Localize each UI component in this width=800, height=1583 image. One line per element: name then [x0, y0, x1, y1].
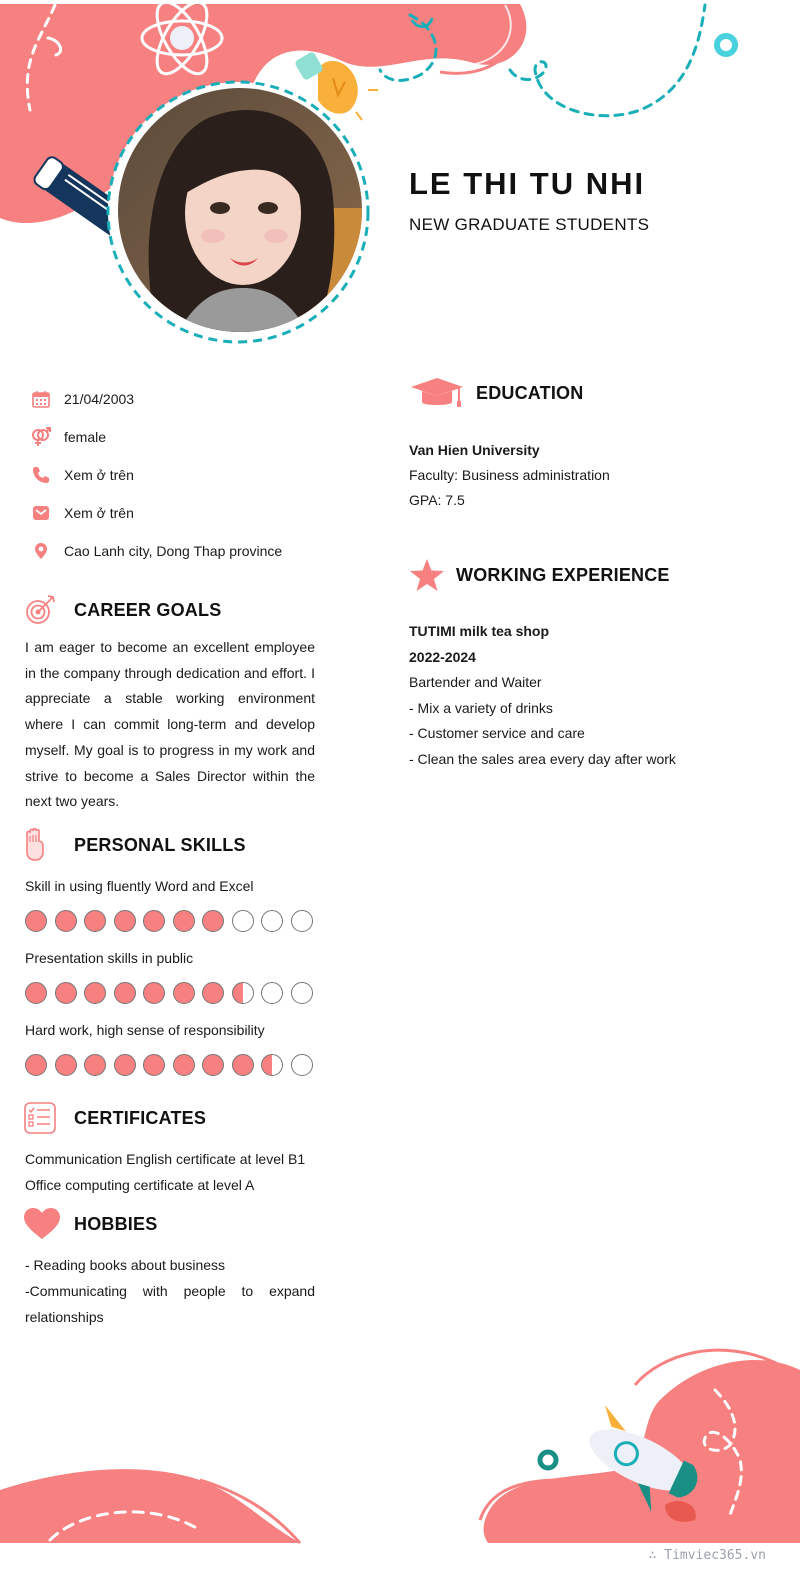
rating-dot-filled [55, 910, 77, 932]
birthday-text: 21/04/2003 [64, 391, 135, 407]
star-icon [409, 555, 445, 595]
skill-item [25, 1018, 325, 1076]
experience-heading [409, 555, 670, 595]
phone-text: Xem ở trên [64, 467, 134, 483]
rating-dot-filled [84, 982, 106, 1004]
skill-label: Skill in using fluently Word and Excel [25, 878, 254, 894]
rating-dot-filled [84, 910, 106, 932]
contact-email [28, 494, 358, 532]
rating-dot-filled [143, 910, 165, 932]
rating-dot-filled [114, 910, 136, 932]
hobbies-list [25, 1252, 315, 1330]
rating-dot-filled [202, 1054, 224, 1076]
rating-dot-filled [202, 910, 224, 932]
phone-icon [30, 464, 52, 486]
raised-fist-icon [16, 825, 56, 865]
skill-rating [25, 982, 325, 1004]
rating-dot-filled [55, 982, 77, 1004]
rating-dot-half [261, 1054, 283, 1076]
target-icon [20, 590, 60, 630]
rating-dot-empty [261, 982, 283, 1004]
rating-dot-filled [55, 1054, 77, 1076]
contact-list [28, 380, 358, 570]
hobbies-title: HOBBIES [74, 1213, 158, 1234]
rating-dot-empty [291, 910, 313, 932]
faculty: Faculty: Business administration [409, 467, 610, 483]
skills-heading [16, 825, 246, 865]
rating-dot-empty [232, 910, 254, 932]
education-title: EDUCATION [476, 382, 584, 403]
rating-dot-empty [291, 982, 313, 1004]
career-goals-text: I am eager to become an excellent employee in the company through dedication and effort. I appreciate a stable working environment where I can commit long-term and develop myself. My goal is to progress in my work and strive to become a Sales Director within the next two years. [25, 639, 315, 810]
work-period: 2022-2024 [409, 648, 476, 665]
contact-birthday [28, 380, 358, 418]
skill-rating [25, 910, 325, 932]
rating-dot-half [232, 982, 254, 1004]
rating-dot-filled [202, 982, 224, 1004]
rating-dot-filled [114, 982, 136, 1004]
gpa: GPA: 7.5 [409, 492, 465, 508]
rating-dot-filled [25, 910, 47, 932]
skill-item [25, 946, 325, 1004]
contact-gender [28, 418, 358, 456]
graduation-cap-icon [409, 373, 465, 413]
watermark: ∴ Timviec365.vn [648, 1548, 766, 1563]
duty-item: - Clean the sales area every day after work [409, 750, 676, 767]
hobby-item: - Reading books about business [25, 1257, 226, 1273]
skill-label: Presentation skills in public [25, 950, 194, 966]
certificates-title: CERTIFICATES [74, 1107, 207, 1128]
certificates-heading [20, 1098, 206, 1138]
gender-text: female [64, 429, 107, 445]
skill-rating [25, 1054, 325, 1076]
contact-address [28, 532, 358, 570]
rating-dot-filled [143, 982, 165, 1004]
hobby-item: -Communicating with people to expand relationships [25, 1283, 315, 1325]
skill-item [25, 874, 325, 932]
rating-dot-filled [173, 910, 195, 932]
rating-dot-empty [291, 1054, 313, 1076]
rating-dot-empty [261, 910, 283, 932]
skill-label: Hard work, high sense of responsibility [25, 1022, 265, 1038]
experience-title: WORKING EXPERIENCE [456, 564, 670, 585]
school-name: Van Hien University [409, 442, 540, 458]
duty-item: - Customer service and care [409, 725, 585, 741]
skills-title: PERSONAL SKILLS [74, 834, 246, 855]
certificates-list [25, 1146, 325, 1198]
rating-dot-filled [25, 982, 47, 1004]
experience-details [409, 619, 769, 772]
certificate-item: Office computing certificate at level A [25, 1177, 255, 1193]
address-text: Cao Lanh city, Dong Thap province [64, 543, 283, 559]
hobbies-heading [22, 1204, 157, 1244]
company-name: TUTIMI milk tea shop [409, 623, 550, 639]
career-goals-heading [20, 590, 221, 630]
header-decoration [0, 0, 800, 360]
rating-dot-filled [84, 1054, 106, 1076]
contact-phone [28, 456, 358, 494]
education-details [409, 438, 769, 513]
rating-dot-filled [173, 982, 195, 1004]
location-pin-icon [30, 540, 52, 562]
rating-dot-filled [114, 1054, 136, 1076]
gender-icon [30, 426, 52, 448]
education-heading [409, 373, 583, 413]
rating-dot-filled [25, 1054, 47, 1076]
rating-dot-filled [173, 1054, 195, 1076]
candidate-name: LE THI TU NHI [409, 166, 646, 201]
email-text: Xem ở trên [64, 505, 134, 521]
duty-item: - Mix a variety of drinks [409, 699, 553, 716]
job-title: NEW GRADUATE STUDENTS [409, 215, 650, 234]
job-position: Bartender and Waiter [409, 674, 542, 690]
footer-decoration [0, 1330, 800, 1583]
heart-icon [22, 1204, 62, 1244]
calendar-icon [30, 388, 52, 410]
email-icon [30, 502, 52, 524]
skills-list [25, 874, 325, 1090]
career-goals-title: CAREER GOALS [74, 599, 222, 620]
rating-dot-filled [232, 1054, 254, 1076]
certificate-item: Communication English certificate at level B1 [25, 1151, 306, 1167]
profile-photo [118, 88, 362, 332]
rating-dot-filled [143, 1054, 165, 1076]
checklist-icon [20, 1098, 60, 1138]
